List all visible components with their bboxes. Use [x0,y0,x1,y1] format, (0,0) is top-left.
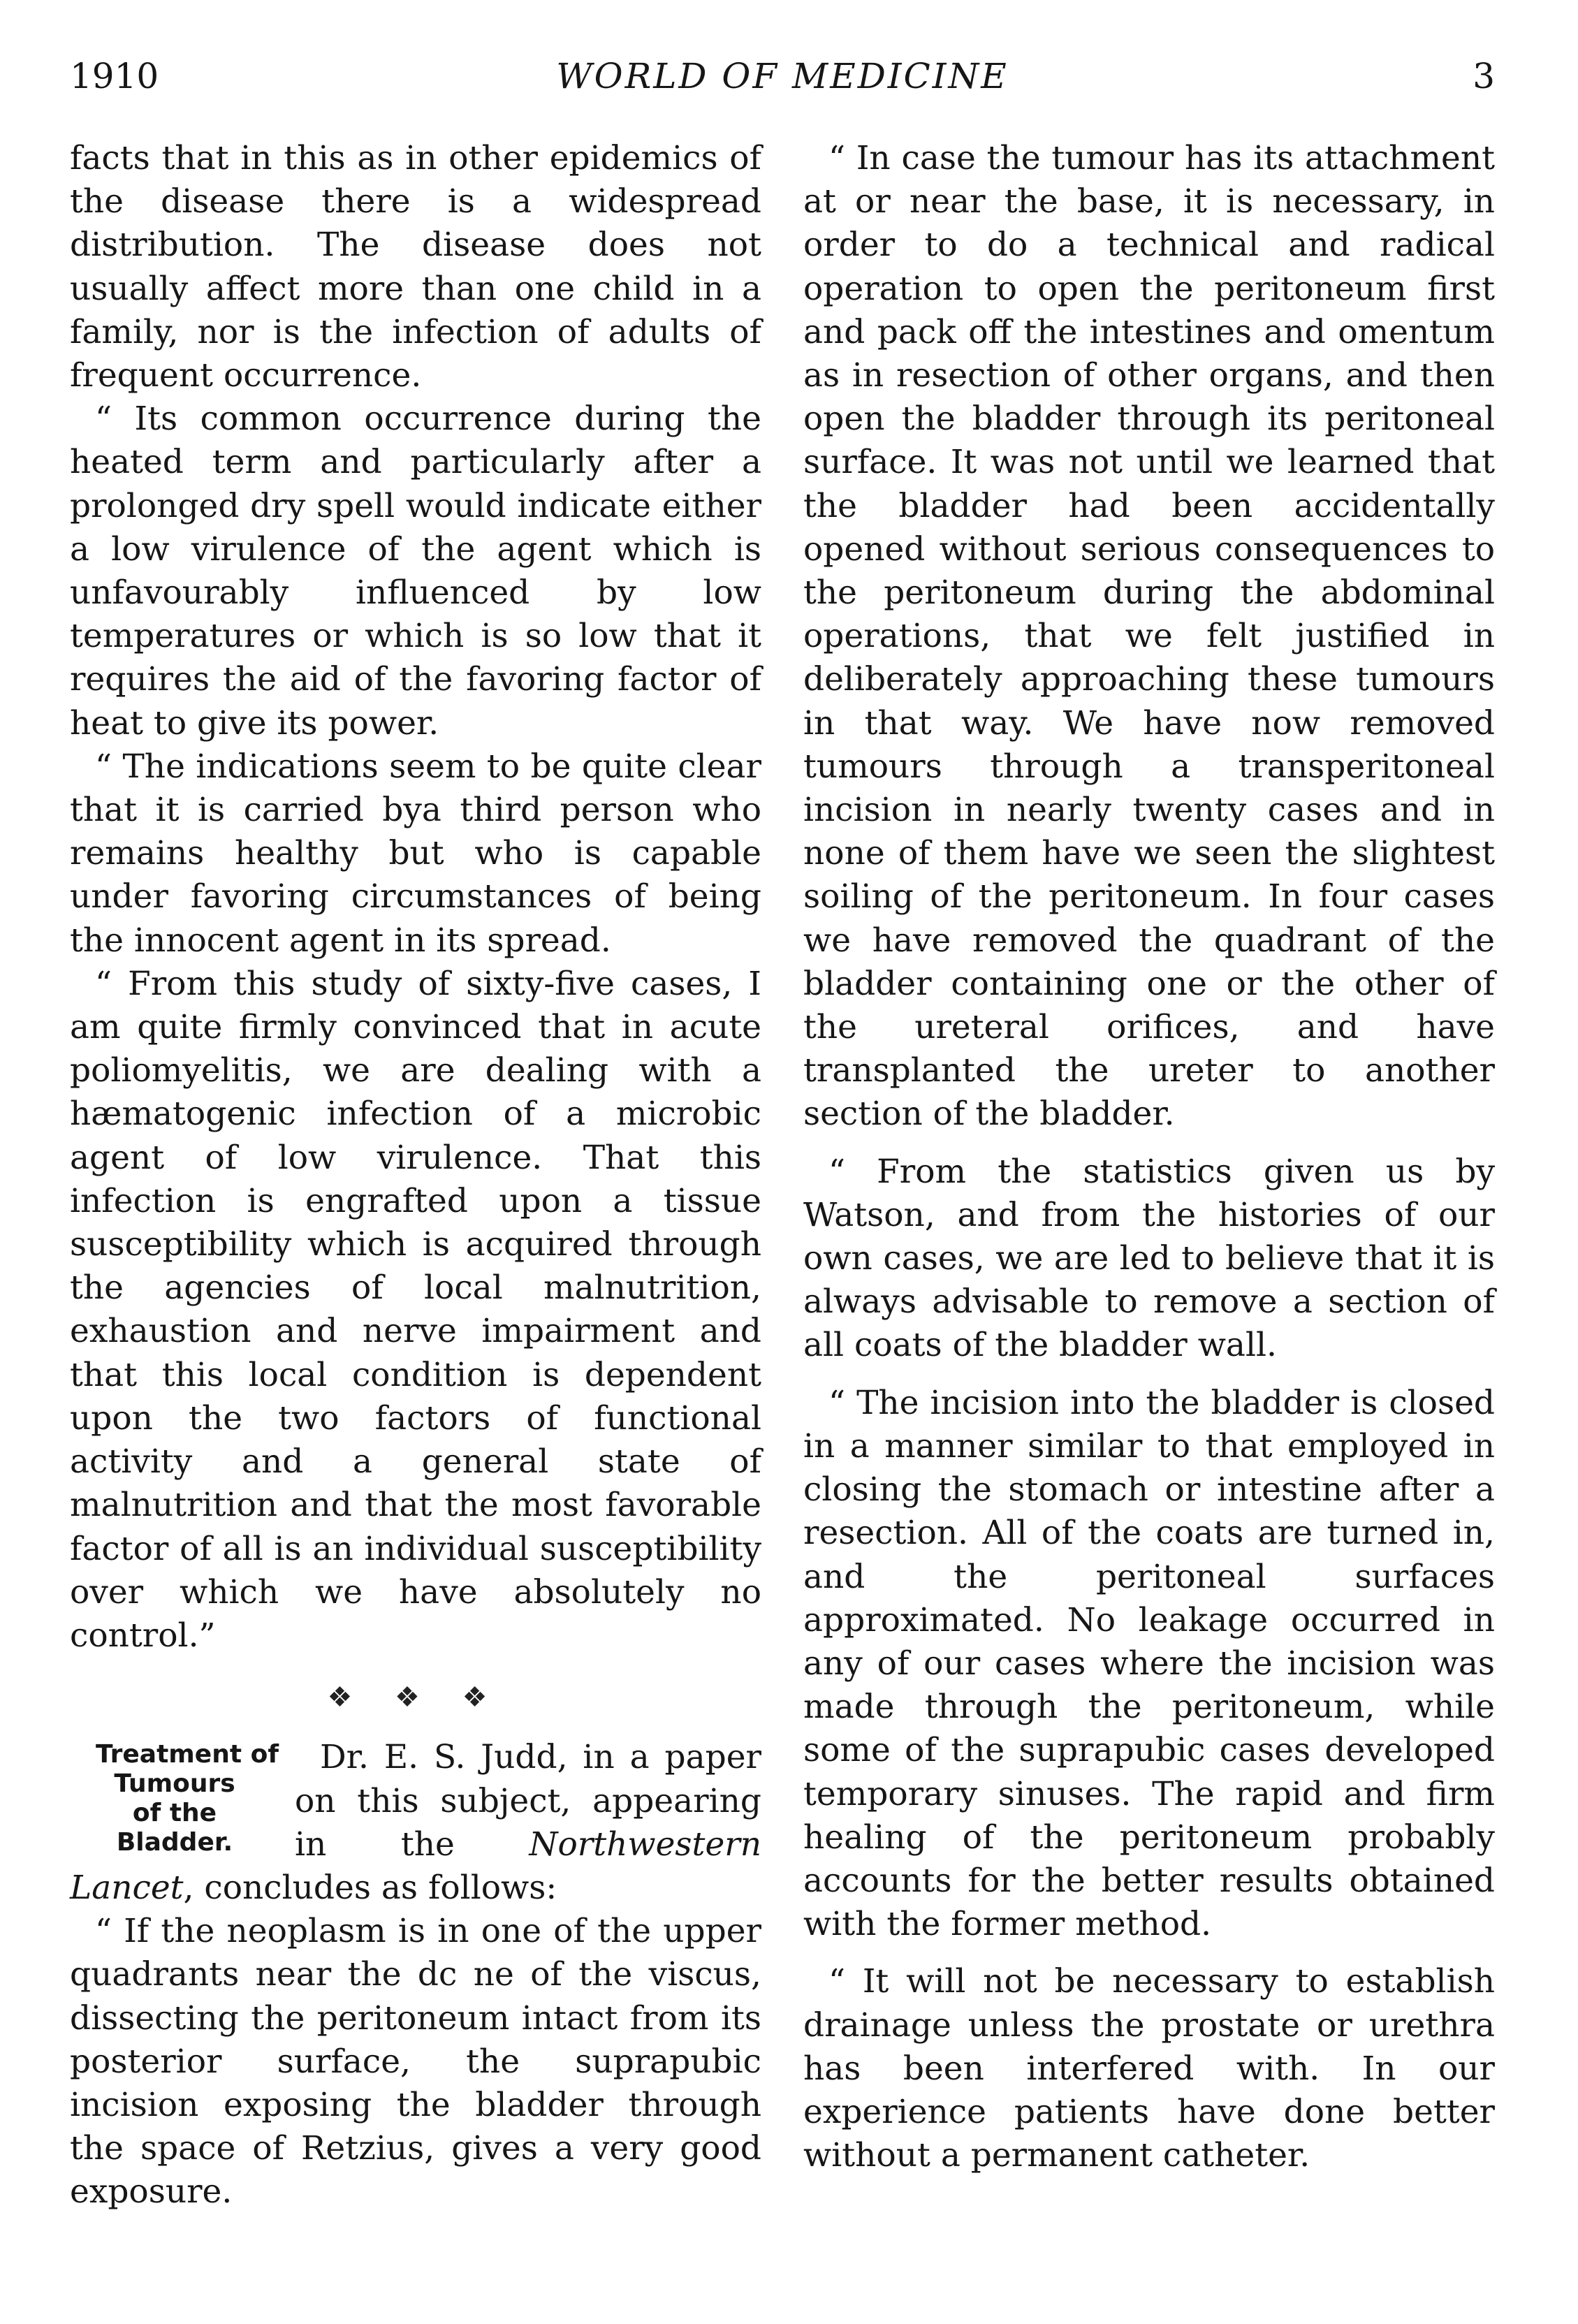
running-title: WORLD OF MEDICINE [556,56,1009,96]
left-column [70,137,761,2214]
paragraph: “ The incision into the bladder is closed in a manner similar to that employed in closing the stomach or intestine after a resection. All of the coats are turned in, and the peritoneal surfaces approximated. No leakage occurred in any of our cases where the incision was made through the peritoneum, while some of the suprapubic cases developed temporary sinuses. The rapid and firm healing of the peritoneum probably accounts for the better results obtained with the former method. [803,1383,1495,1944]
journal-title: Northwestern Lancet [70,1825,761,1907]
page-number: 3 [1473,56,1495,96]
paragraph: “ The indications seem to be quite clear that it is carried bya third person who remains healthy but who is capable under favoring circumstances of being the innocent agent in its spread. [70,747,761,960]
section-sidenote: Treatment of Tumours of the Bladder. [96,1740,279,1857]
paragraph: “ In case the tumour has its attachment at or near the base, it is necessary, in order to do a technical and radical operation to open the peritoneum first and pack off the intestines and omentum as in resection of other organs, and then open the bladder through its peritoneal surface. It was not until we learned that the bladder had been accidentally opened without serious consequences to the peritoneum during the abdominal operations, that we felt justified in deliberately approaching these tumours in that way. We have now removed tumours through a transperitoneal incision in nearly twenty cases and in none of them have we seen the slightest soiling of the peritoneum. In four cases we have removed the quadrant of the bladder containing one or the other of the ureteral orifices, and have transplanted the ureter to another section of the bladder. [803,139,1495,1134]
paragraph: “ It will not be necessary to establish drainage unless the prostate or urethra has been interfered with. In our experience patients have done better without a permanent catheter. [803,1962,1495,2175]
paragraph: “ From the statistics given us by Watson, and from the histories of our own cases, we are led to believe that it is always advisable to remove a section of all coats of the bladder wall. [803,1152,1495,1365]
paragraph: facts that in this as in other epidemics of the disease there is a widespread distribution. The disease does not usually affect more than one child in a family, nor is the infection of adults of frequent occurrence. [70,139,761,395]
section-intro-end: , concludes as follows: [183,1868,557,1907]
page-header [70,56,1495,112]
section-intro-text: Dr. E. S. Judd, in a paper on this subject, appearing in the [295,1738,761,1864]
header-year: 1910 [70,56,159,96]
paragraph: “ If the neoplasm is in one of the upper quadrants near the dc ne of the viscus, dissecting the peritoneum intact from its posterior surface, the suprapubic incision exposing the bladder through the space of Retzius, gives a very good exposure. [70,1912,761,2212]
right-column [803,137,1495,2177]
section-divider: ❖ ❖ ❖ [327,1681,504,1714]
paragraph: “ Its common occurrence during the heated term and particularly after a prolonged dry spell would indicate either a low virulence of the agent which is unfavourably influenced by low temperatures or which is so low that it requires the aid of the favoring factor of heat to give its power. [70,400,761,743]
section-intro [70,1736,761,1910]
paragraph: “ From this study of sixty-five cases, I am quite firmly convinced that in acute poliomyelitis, we are dealing with a hæmatogenic infection of a microbic agent of low virulence. That this infection is engrafted upon a tissue susceptibility which is acquired through the agencies of local malnutrition, exhaustion and nerve impairment and that this local condition is dependent upon the two factors of functional activity and a general state of malnutrition and that the most favorable factor of all is an individual susceptibility over which we have absolutely no control.” [70,964,761,1655]
